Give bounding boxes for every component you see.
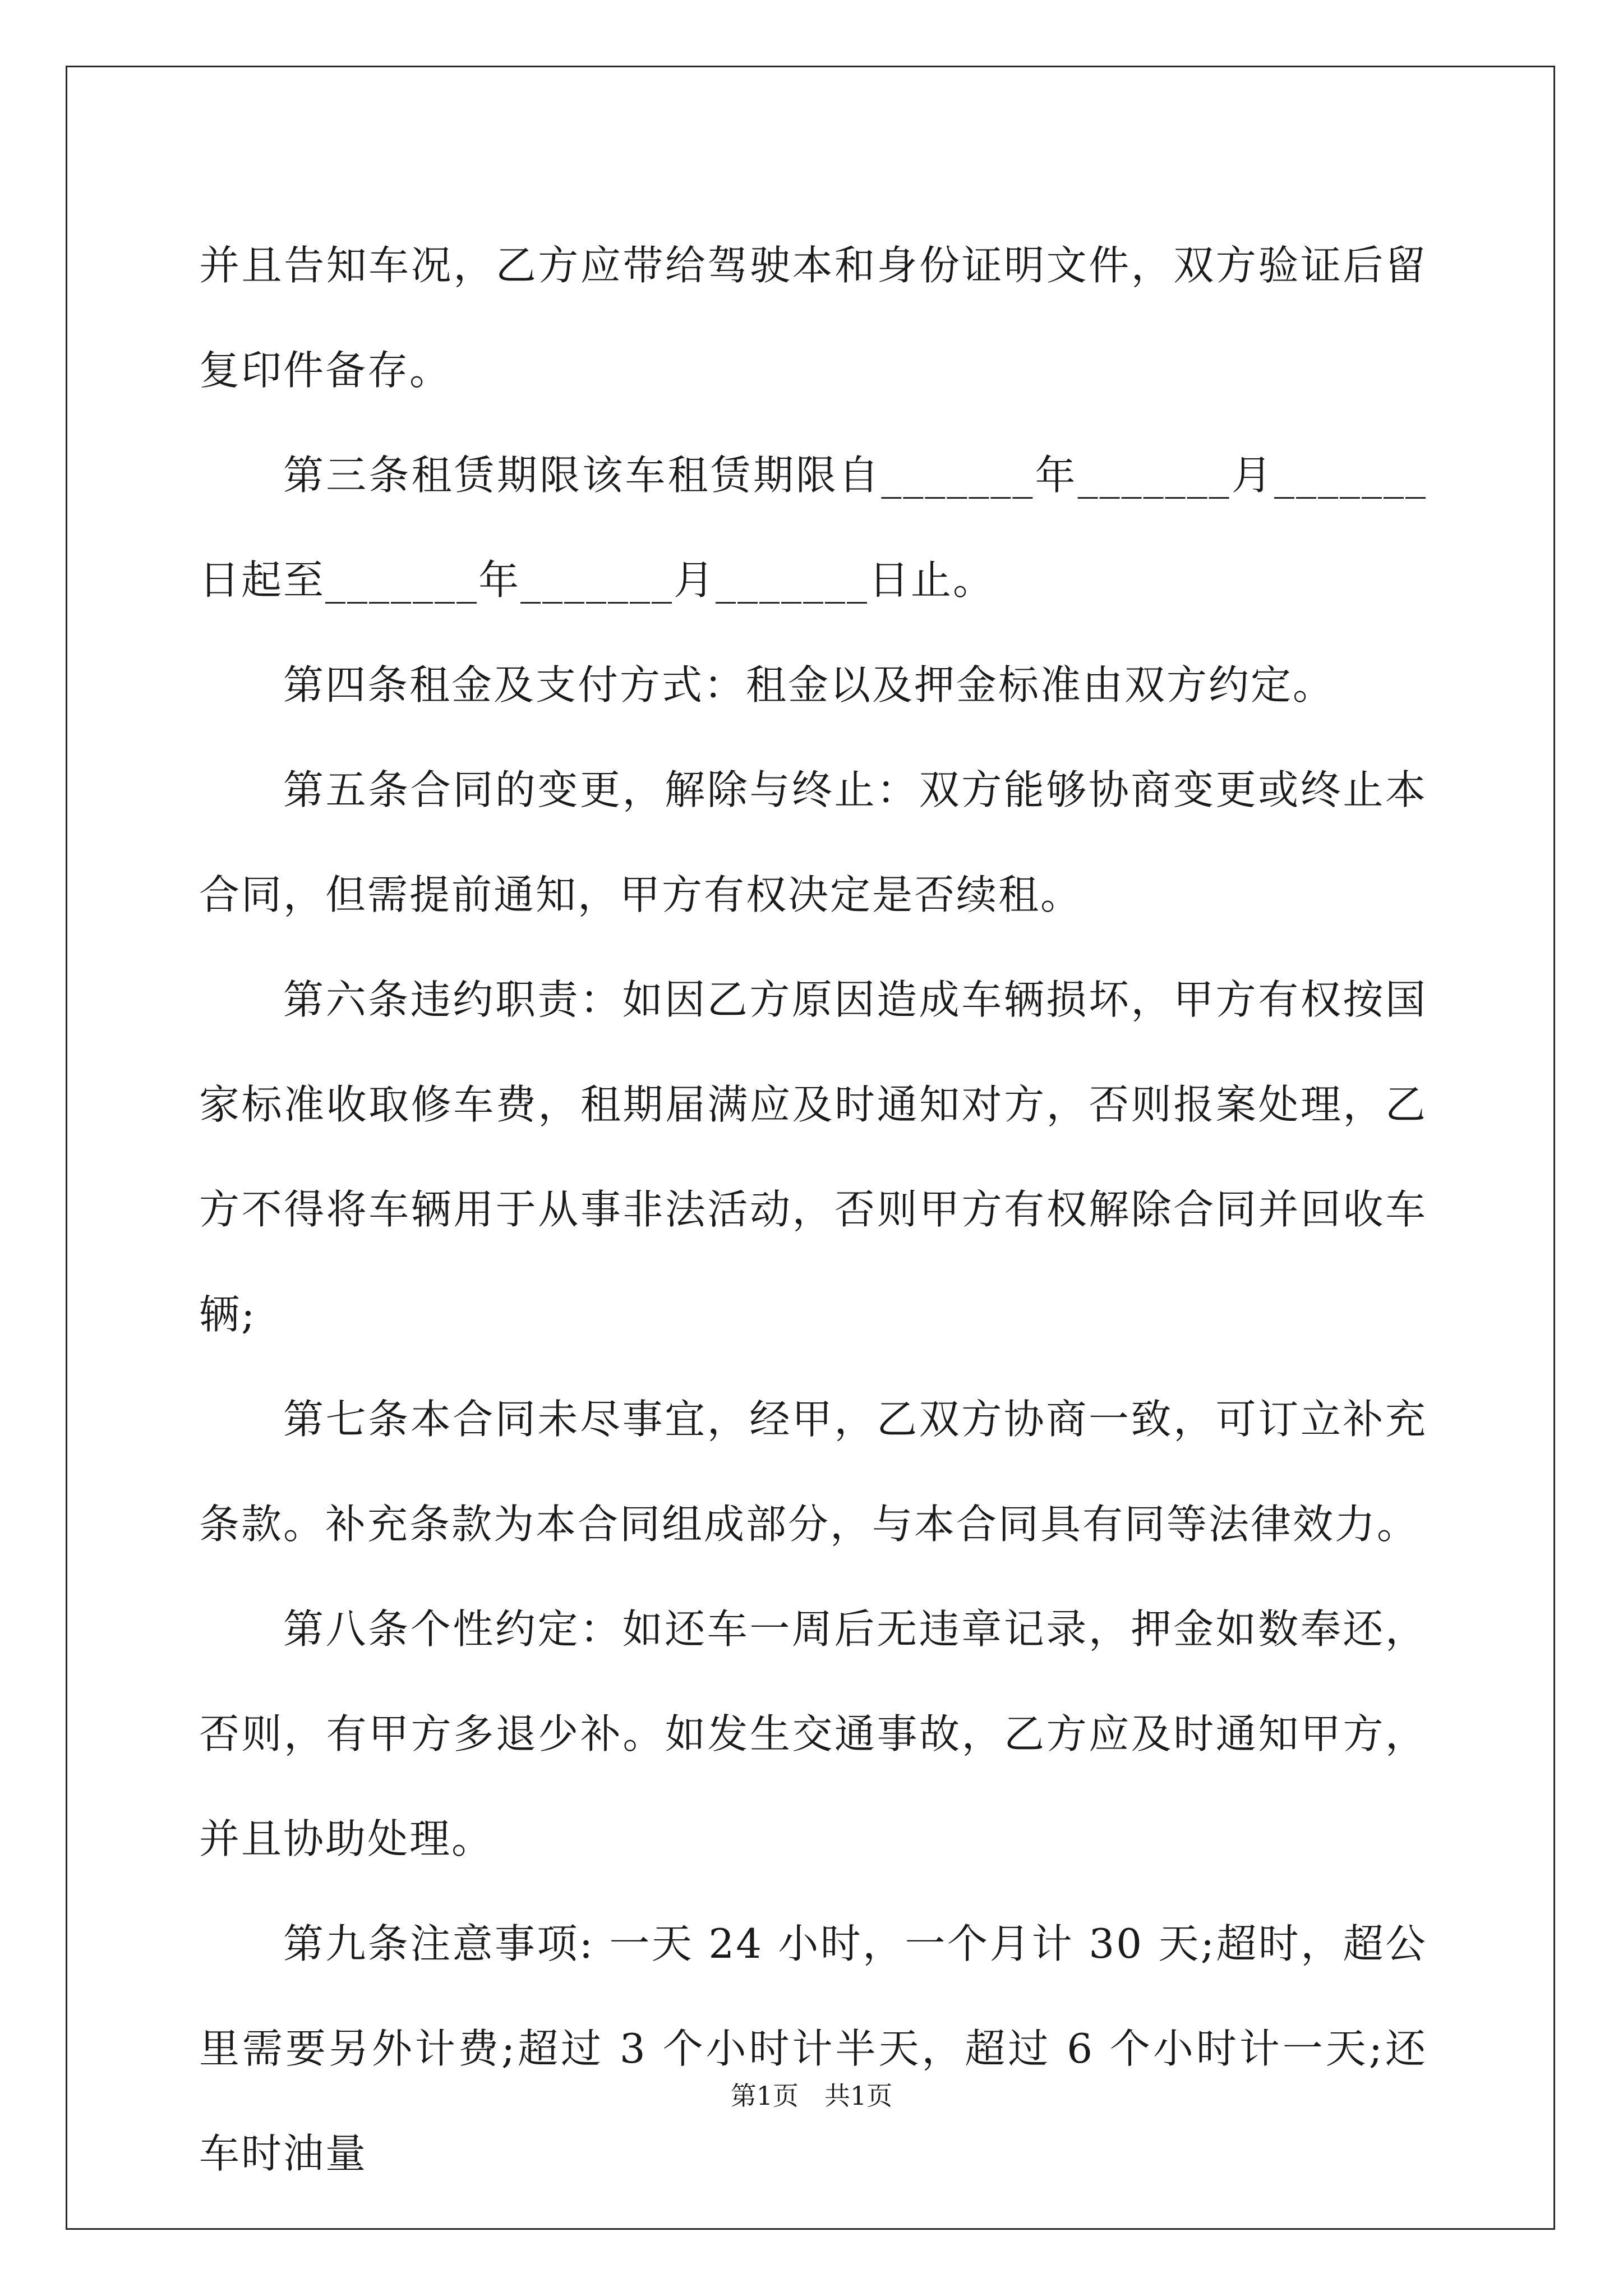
paragraph-article-7: 第七条本合同未尽事宜，经甲，乙双方协商一致，可订立补充条款。补充条款为本合同组成部分，与本合同具有同等法律效力。 [199, 1396, 1427, 1548]
page-footer [0, 2079, 1623, 2113]
page-total: 共1页 [824, 2081, 893, 2111]
document-body [199, 213, 1427, 2206]
paragraph-article-6: 第六条违约职责：如因乙方原因造成车辆损坏，甲方有权按国家标准收取修车费，租期届满应及时通知对方，否则报案处理，乙方不得将车辆用于从事非法活动，否则甲方有权解除合同并回收车辆; [199, 976, 1427, 1338]
paragraph-article-8: 第八条个性约定：如还车一周后无违章记录，押金如数奉还，否则，有甲方多退少补。如发生交通事故，乙方应及时通知甲方，并且协助处理。 [199, 1605, 1427, 1862]
paragraph-article-3: 第三条租赁期限该车租赁期限自_______年_______月_______日起至_______年_______月_______日止。 [199, 452, 1427, 604]
paragraph-continued: 并且告知车况，乙方应带给驾驶本和身份证明文件，双方验证后留复印件备存。 [199, 242, 1427, 394]
paragraph-article-9: 第九条注意事项: 一天 24 小时，一个月计 30 天;超时，超公里需要另外计费;超过 3 个小时计半天，超过 6 个小时计一天;还车时油量 [199, 1920, 1427, 2177]
paragraph-article-4: 第四条租金及支付方式：租金以及押金标准由双方约定。 [283, 661, 1335, 708]
page-number: 第1页 [730, 2081, 799, 2111]
paragraph-article-5: 第五条合同的变更，解除与终止：双方能够协商变更或终止本合同，但需提前通知，甲方有权决定是否续租。 [199, 766, 1427, 918]
